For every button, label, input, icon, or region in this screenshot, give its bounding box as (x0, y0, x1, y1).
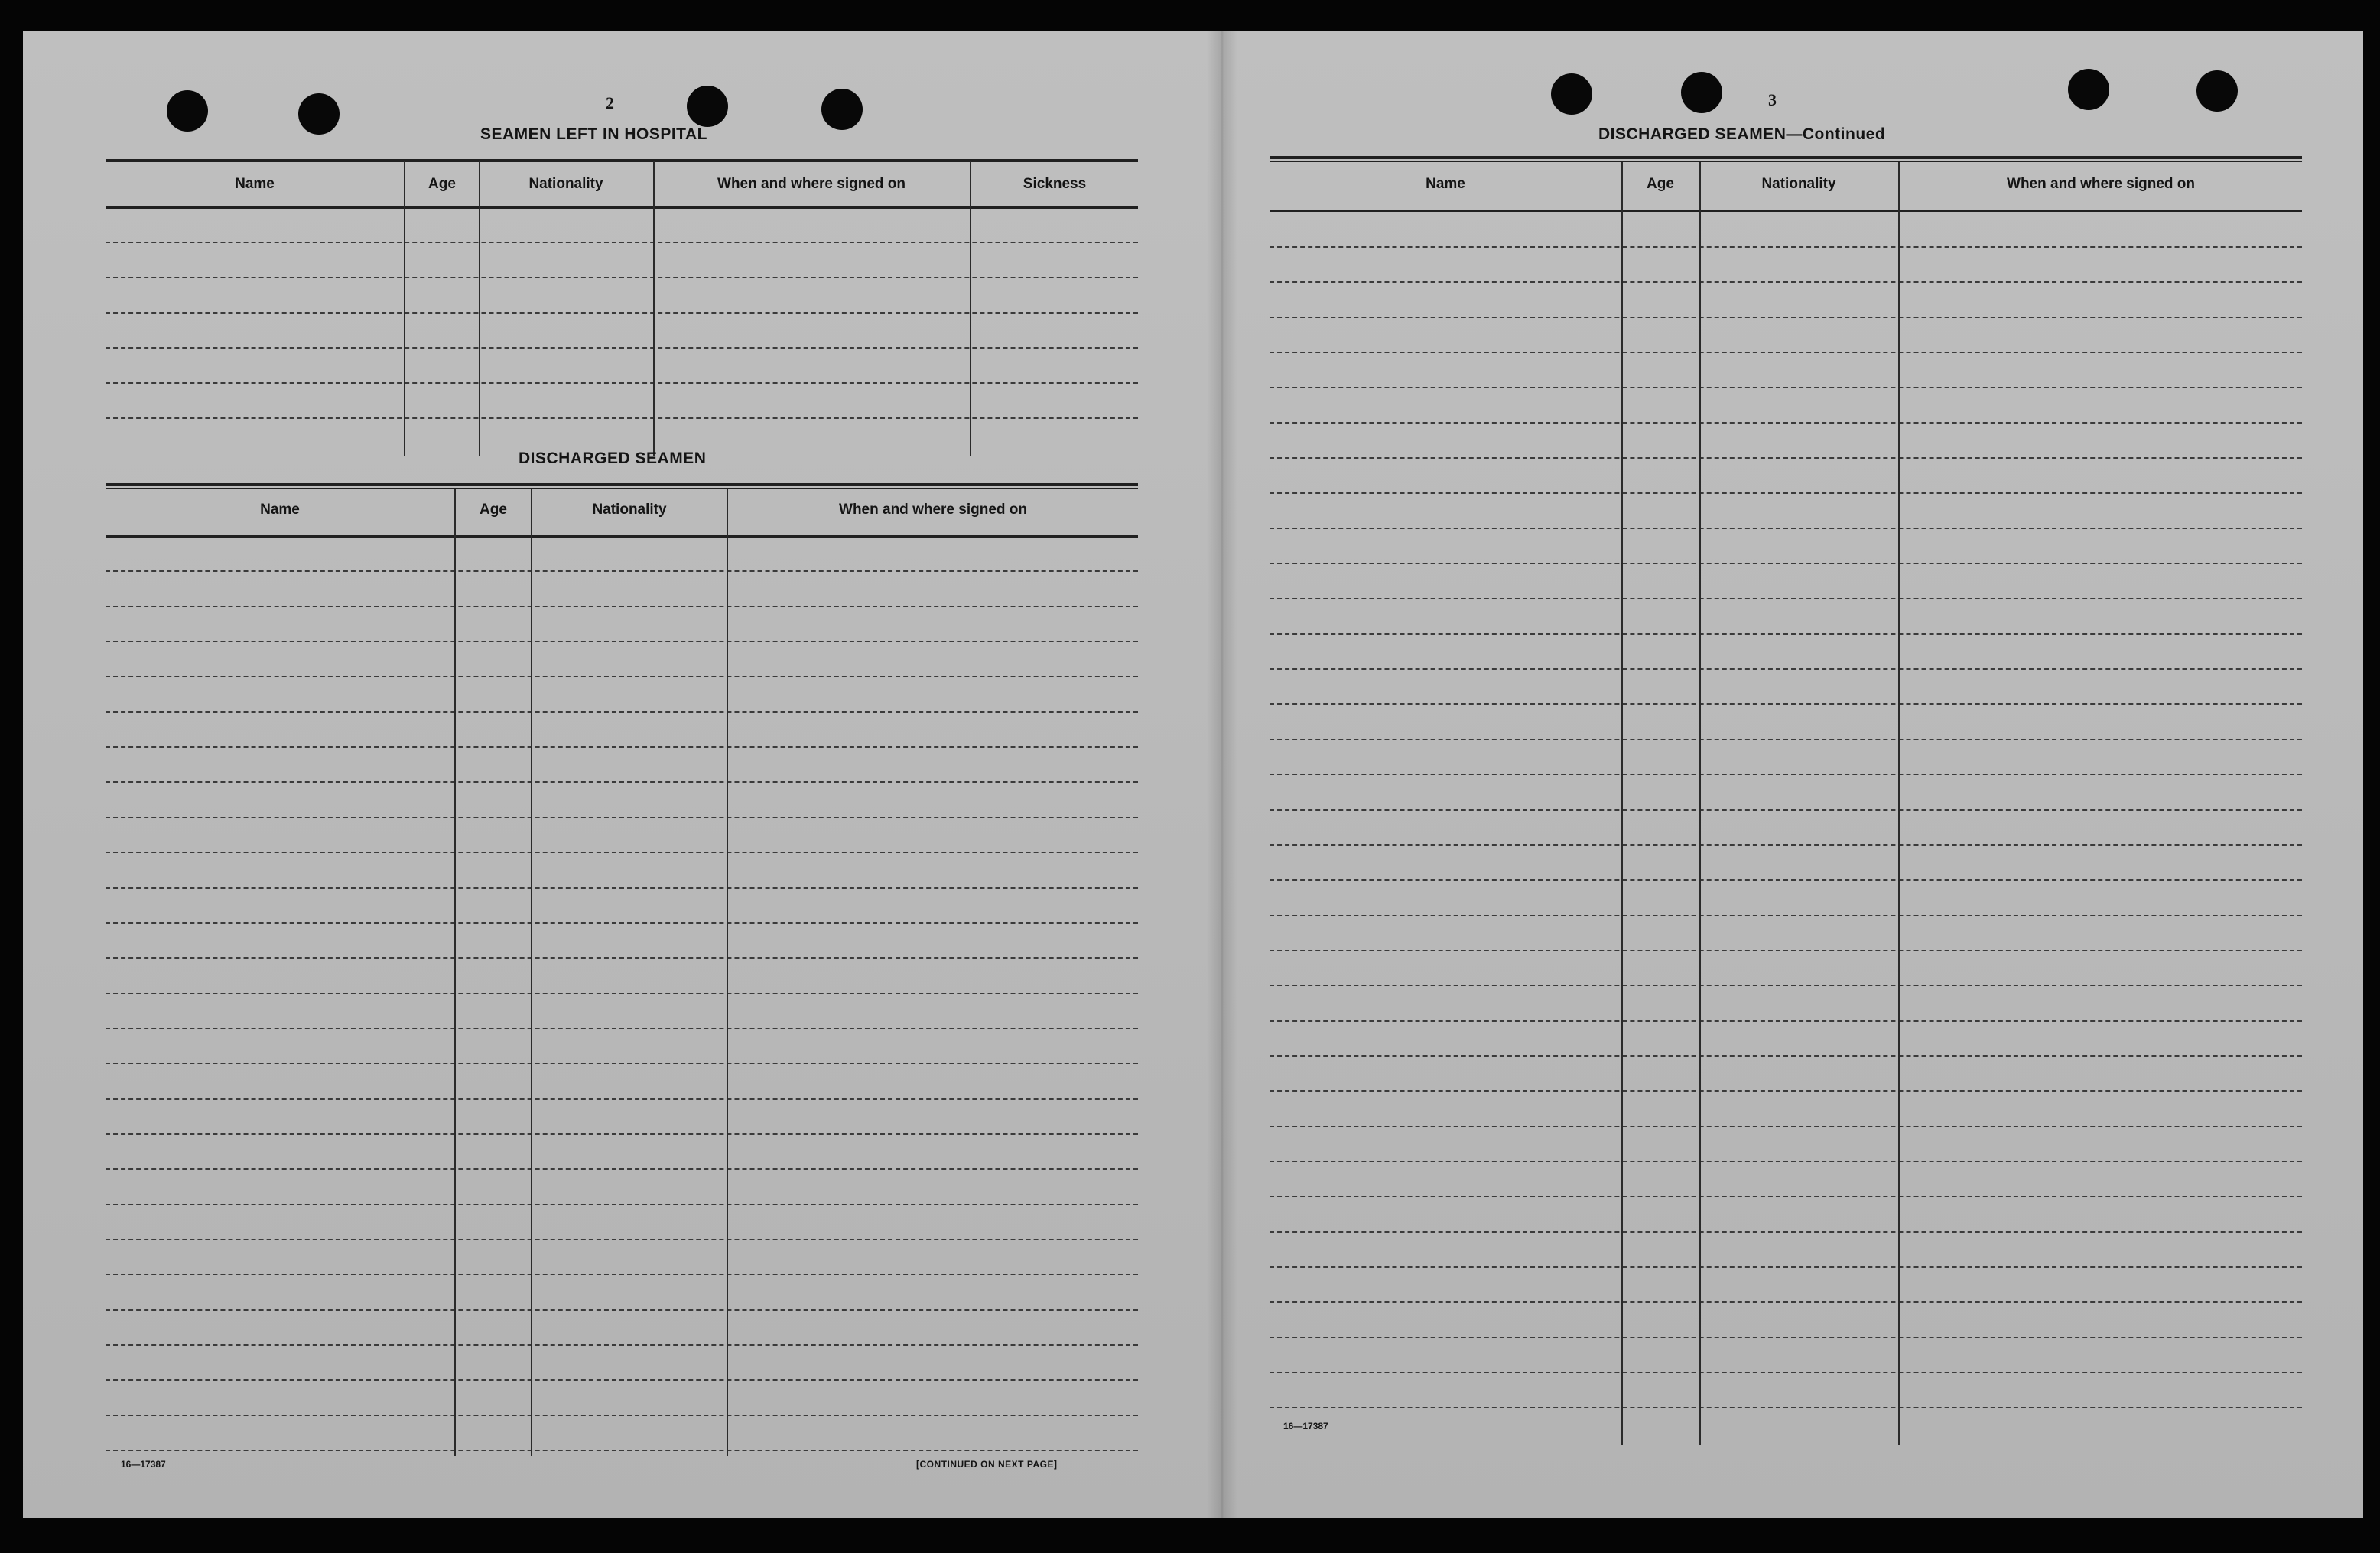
table-row (106, 887, 1138, 889)
right-col-divider (1699, 162, 1701, 1445)
table-row (106, 1274, 1138, 1275)
hospital-col-name: Name (235, 176, 275, 192)
right-col-name: Name (1426, 176, 1465, 192)
table-row (106, 347, 1138, 349)
table-row (1270, 1055, 2302, 1057)
table-row (106, 1309, 1138, 1311)
hospital-header-rule (106, 206, 1138, 209)
table-row (1270, 774, 2302, 775)
discharged-col-when-where: When and where signed on (839, 502, 1027, 518)
hospital-table-top-rule (106, 159, 1138, 162)
table-row (1270, 633, 2302, 635)
hospital-col-nationality: Nationality (528, 176, 603, 192)
table-row (106, 1379, 1138, 1381)
form-number-right: 16—17387 (1283, 1421, 1328, 1431)
table-row (1270, 809, 2302, 811)
table-row (1270, 950, 2302, 951)
discharged-col-nationality: Nationality (592, 502, 667, 518)
document-sheet (23, 31, 2363, 1518)
punch-hole (821, 89, 863, 130)
discharged-continued-title: DISCHARGED SEAMEN—Continued (1598, 125, 1886, 143)
punch-hole (2068, 69, 2109, 110)
table-row (1270, 457, 2302, 459)
table-row (1270, 563, 2302, 564)
right-col-age: Age (1647, 176, 1674, 192)
table-row (1270, 703, 2302, 705)
table-row (1270, 668, 2302, 670)
table-row (1270, 739, 2302, 740)
discharged-col-divider (727, 489, 728, 1456)
discharged-col-age: Age (480, 502, 507, 518)
table-row (1270, 1161, 2302, 1162)
table-row (106, 781, 1138, 783)
hospital-col-sickness: Sickness (1023, 176, 1087, 192)
table-row (106, 1028, 1138, 1029)
table-row (1270, 844, 2302, 846)
table-row (106, 1450, 1138, 1451)
hospital-col-divider (653, 161, 655, 456)
punch-hole (1681, 72, 1722, 113)
table-row (106, 606, 1138, 607)
discharged-col-name: Name (260, 502, 300, 518)
table-row (1270, 1372, 2302, 1373)
table-row (106, 641, 1138, 642)
discharged-section-title: DISCHARGED SEAMEN (519, 450, 707, 467)
table-row (106, 993, 1138, 994)
table-row (106, 417, 1138, 419)
table-row (1270, 915, 2302, 916)
table-row (1270, 1266, 2302, 1268)
discharged-table-top-rule (106, 483, 1138, 486)
hospital-col-age: Age (428, 176, 456, 192)
table-row (1270, 1337, 2302, 1338)
table-row (106, 746, 1138, 748)
table-row (1270, 1231, 2302, 1233)
page-fold (1207, 31, 1237, 1518)
table-row (106, 382, 1138, 384)
right-col-when-where: When and where signed on (2007, 176, 2195, 192)
table-row (106, 242, 1138, 243)
hospital-section-title: SEAMEN LEFT IN HOSPITAL (480, 125, 707, 143)
table-row (106, 852, 1138, 853)
page-number-left: 2 (606, 93, 614, 112)
table-row (1270, 879, 2302, 881)
table-row (1270, 598, 2302, 599)
table-row (106, 312, 1138, 314)
table-row (106, 1204, 1138, 1205)
continued-note: [CONTINUED ON NEXT PAGE] (916, 1459, 1058, 1470)
table-row (106, 922, 1138, 924)
table-row (106, 817, 1138, 818)
form-number-left: 16—17387 (121, 1459, 166, 1470)
punch-hole (1551, 73, 1592, 115)
discharged-col-divider (454, 489, 456, 1456)
table-row (106, 676, 1138, 677)
right-header-rule (1270, 210, 2302, 212)
punch-hole (167, 90, 208, 132)
right-col-nationality: Nationality (1761, 176, 1836, 192)
table-row (1270, 317, 2302, 318)
right-table-top-rule (1270, 156, 2302, 159)
table-row (1270, 1196, 2302, 1197)
table-row (106, 277, 1138, 278)
table-row (1270, 422, 2302, 424)
table-row (1270, 1020, 2302, 1022)
table-row (1270, 352, 2302, 353)
table-row (106, 1344, 1138, 1346)
table-row (106, 1415, 1138, 1416)
table-row (1270, 1407, 2302, 1408)
table-row (1270, 985, 2302, 986)
discharged-table-top-rule-2 (106, 488, 1138, 489)
table-row (1270, 246, 2302, 248)
table-row (106, 1239, 1138, 1240)
table-row (106, 711, 1138, 713)
punch-hole (687, 86, 728, 127)
punch-hole (2196, 70, 2238, 112)
table-row (106, 1168, 1138, 1170)
discharged-header-rule (106, 535, 1138, 538)
hospital-col-divider (479, 161, 480, 456)
table-row (106, 957, 1138, 959)
table-row (106, 1098, 1138, 1100)
table-row (106, 1133, 1138, 1135)
right-col-divider (1621, 162, 1623, 1445)
bleed-through (1292, 956, 1297, 976)
table-row (1270, 1126, 2302, 1127)
hospital-col-divider (404, 161, 405, 456)
page-number-right: 3 (1768, 90, 1777, 109)
right-table-top-rule-2 (1270, 161, 2302, 162)
table-row (1270, 492, 2302, 494)
hospital-col-when-where: When and where signed on (717, 176, 906, 192)
table-row (1270, 528, 2302, 529)
table-row (106, 570, 1138, 572)
table-row (1270, 1090, 2302, 1092)
table-row (1270, 1301, 2302, 1303)
punch-hole (298, 93, 340, 135)
table-row (106, 1063, 1138, 1064)
right-col-divider (1898, 162, 1900, 1445)
hospital-col-divider (970, 161, 971, 456)
discharged-col-divider (531, 489, 532, 1456)
table-row (1270, 387, 2302, 388)
table-row (1270, 281, 2302, 283)
